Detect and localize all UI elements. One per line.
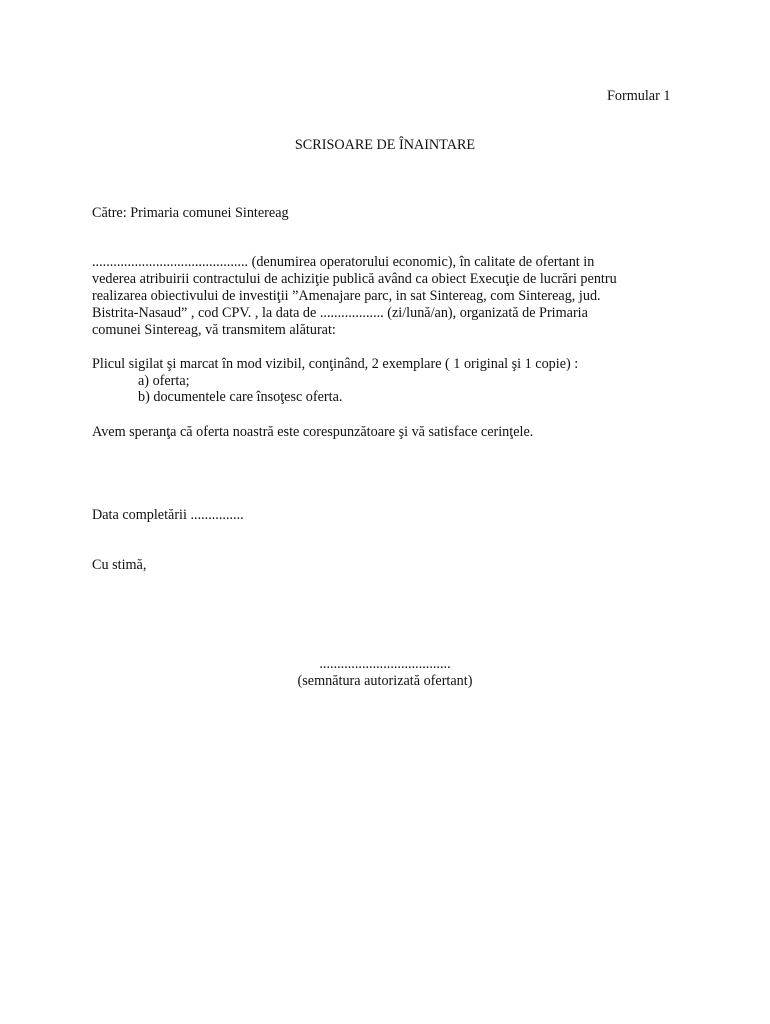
- body-line: Bistrita-Nasaud” , cod CPV. , la data de .................. (zi/lună/an), organizată de Primaria: [92, 305, 588, 321]
- body-line: realizarea obiectivului de investiţii ”Amenajare parc, in sat Sintereag, com Sintereag, jud.: [92, 288, 601, 304]
- body-line: vederea atribuirii contractului de achiziţie publică având ca obiect Execuţie de lucrări pentru: [92, 271, 617, 287]
- signature-dotted-line: .....................................: [319, 656, 451, 672]
- list-item-documents: b) documentele care însoţesc oferta.: [138, 389, 343, 405]
- greeting: Cu stimă,: [92, 557, 147, 573]
- body-line: comunei Sintereag, vă transmitem alăturat:: [92, 322, 336, 338]
- document-title: SCRISOARE DE ÎNAINTARE: [294, 137, 476, 153]
- envelope-description: Plicul sigilat şi marcat în mod vizibil, conţinând, 2 exemplare ( 1 original şi 1 copie) :: [92, 356, 579, 372]
- signature-caption: (semnătura autorizată ofertant): [297, 673, 473, 689]
- form-label: Formular 1: [607, 88, 671, 104]
- list-item-offer: a) oferta;: [138, 373, 190, 389]
- completion-date-line: Data completării ...............: [92, 507, 244, 523]
- closing-statement: Avem speranţa că oferta noastră este corespunzătoare şi vă satisface cerinţele.: [92, 424, 534, 440]
- signature-block: [0, 656, 770, 690]
- recipient-line: Către: Primaria comunei Sintereag: [92, 205, 289, 221]
- body-paragraph: [92, 254, 672, 339]
- body-line: ............................................ (denumirea operatorului economic), în calitate de ofertant in: [92, 254, 595, 270]
